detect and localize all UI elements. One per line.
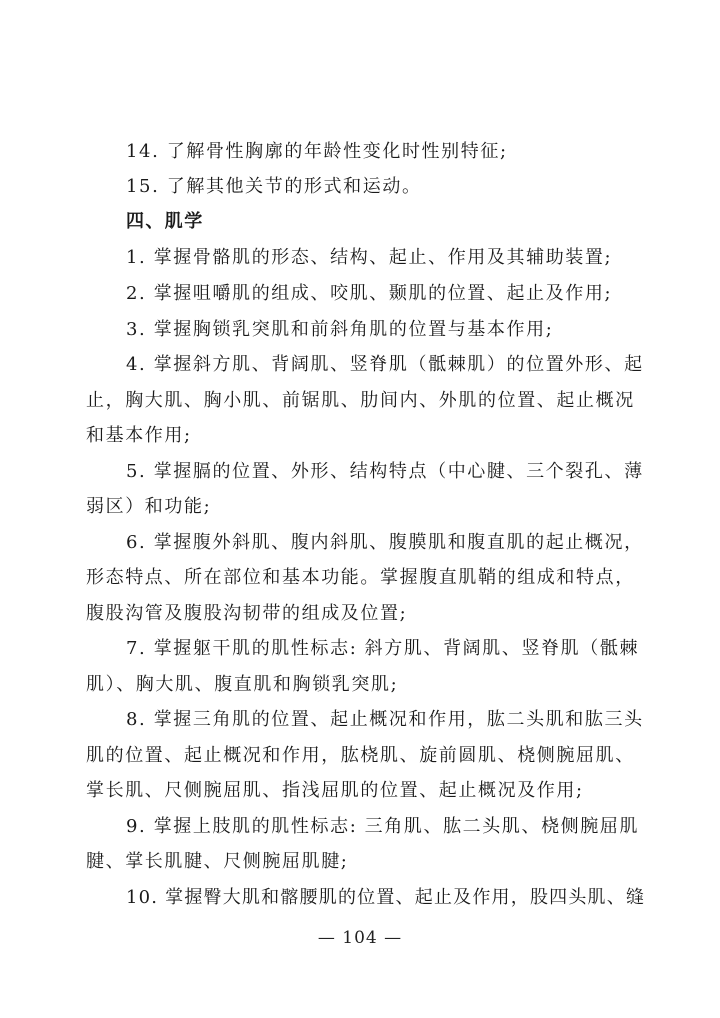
paragraph-line: 腱、掌长肌腱、尺侧腕屈肌腱;: [86, 851, 349, 872]
section-heading: 四、肌学: [126, 211, 204, 232]
paragraph-line: 14. 了解骨性胸廓的年龄性变化时性别特征;: [126, 141, 508, 162]
paragraph-line: 1. 掌握骨骼肌的形态、结构、起止、作用及其辅助装置;: [126, 247, 613, 268]
paragraph-line: 7. 掌握躯干肌的肌性标志: 斜方肌、背阔肌、竖脊肌（骶棘: [126, 638, 640, 659]
paragraph-line: 掌长肌、尺侧腕屈肌、指浅屈肌的位置、起止概况及作用;: [86, 780, 584, 801]
paragraph-line: 肌）、胸大肌、腹直肌和胸锁乳突肌;: [86, 674, 399, 695]
paragraph-line: 肌的位置、起止概况和作用，肱桡肌、旋前圆肌、桡侧腕屈肌、: [86, 745, 635, 766]
paragraph-line: 3. 掌握胸锁乳突肌和前斜角肌的位置与基本作用;: [126, 319, 554, 340]
paragraph-line: 6. 掌握腹外斜肌、腹内斜肌、腹膜肌和腹直肌的起止概况，: [126, 532, 644, 553]
paragraph-line: 15. 了解其他关节的形式和运动。: [126, 176, 422, 197]
paragraph-line: 弱区）和功能;: [86, 496, 212, 517]
paragraph-line: 止，胸大肌、胸小肌、前锯肌、肋间内、外肌的位置、起止概况: [86, 390, 635, 411]
page-number: — 104 —: [317, 928, 403, 948]
paragraph-line: 和基本作用;: [86, 425, 192, 446]
paragraph-line: 2. 掌握咀嚼肌的组成、咬肌、颞肌的位置、起止及作用;: [126, 283, 613, 304]
paragraph-line: 5. 掌握膈的位置、外形、结构特点（中心腱、三个裂孔、薄: [126, 461, 644, 482]
paragraph-line: 10. 掌握臀大肌和髂腰肌的位置、起止及作用，股四头肌、缝: [126, 887, 646, 908]
paragraph-line: 9. 掌握上肢肌的肌性标志: 三角肌、肱二头肌、桡侧腕屈肌: [126, 816, 640, 837]
paragraph-line: 形态特点、所在部位和基本功能。掌握腹直肌鞘的组成和特点，: [86, 567, 635, 588]
paragraph-line: 4. 掌握斜方肌、背阔肌、竖脊肌（骶棘肌）的位置外形、起: [126, 354, 644, 375]
paragraph-line: 8. 掌握三角肌的位置、起止概况和作用，肱二头肌和肱三头: [126, 709, 644, 730]
paragraph-line: 腹股沟管及腹股沟韧带的组成及位置;: [86, 603, 408, 624]
